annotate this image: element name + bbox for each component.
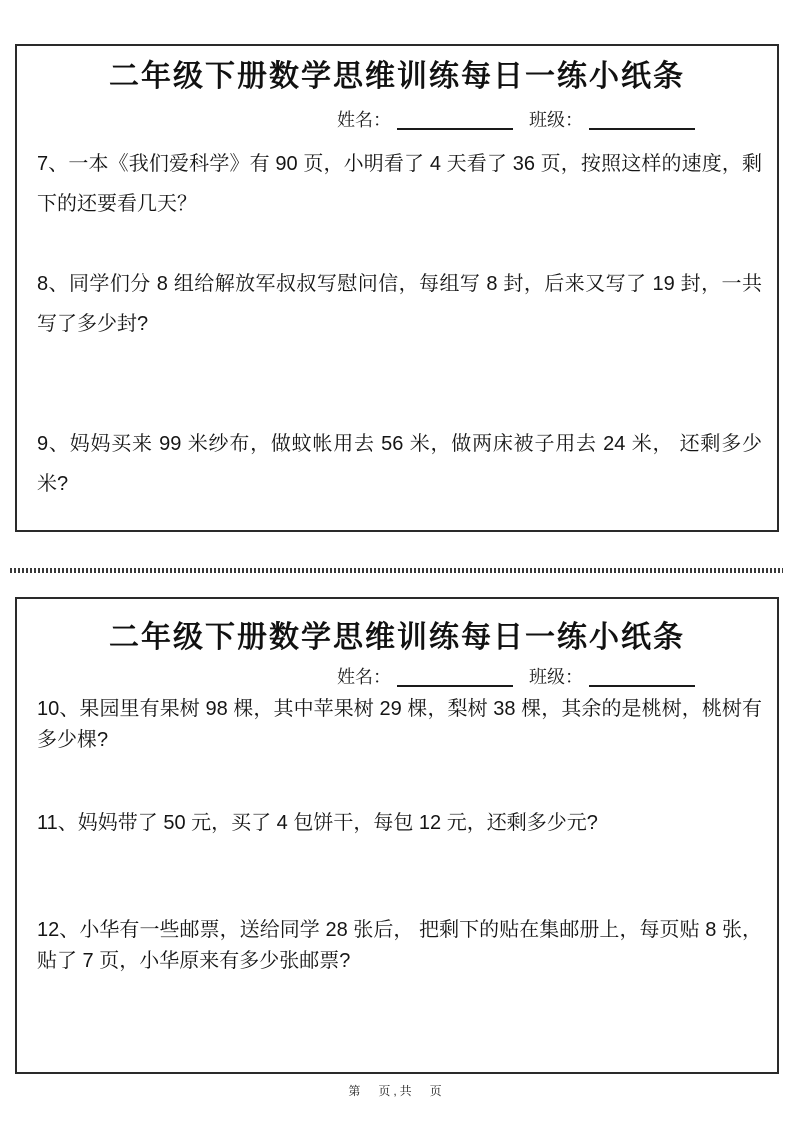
class-blank-line [589,112,695,130]
problem-7: 7、一本《我们爱科学》有 90 页，小明看了 4 天看了 36 页，按照这样的速度，剩下的还要看几天？ [37,153,762,215]
page-footer: 第 页,共 页 [348,1084,445,1098]
practice-slip-1 [15,44,779,532]
problem-11: 11、妈妈带了 50 元，买了 4 包饼干，每包 12 元，还剩多少元? [37,812,598,834]
slip-title: 二年级下册数学思维训练每日一练小纸条 [109,60,685,93]
cut-line-divider [10,568,783,573]
slip-title: 二年级下册数学思维训练每日一练小纸条 [109,621,685,654]
name-class-row [337,106,695,132]
practice-slip-2 [15,597,779,1074]
name-blank-line [397,112,513,130]
class-label: 班级： [529,110,583,130]
class-label: 班级： [529,667,583,687]
name-label: 姓名： [337,110,391,130]
problem-8: 8、同学们分 8 组给解放军叔叔写慰问信，每组写 8 封，后来又写了 19 封，一共写了多少封? [37,273,762,335]
problem-9: 9、妈妈买来 99 米纱布，做蚊帐用去 56 米，做两床被子用去 24 米， 还剩多少米? [37,433,762,495]
problem-10: 10、果园里有果树 98 棵，其中苹果树 29 棵，梨树 38 棵，其余的是桃树，桃树有多少棵? [37,698,762,751]
name-label: 姓名： [337,667,391,687]
class-blank-line [589,669,695,687]
name-blank-line [397,669,513,687]
name-class-row [337,663,695,689]
problem-12: 12、小华有一些邮票，送给同学 28 张后， 把剩下的贴在集邮册上，每页贴 8 张，贴了 7 页，小华原来有多少张邮票? [37,919,762,972]
